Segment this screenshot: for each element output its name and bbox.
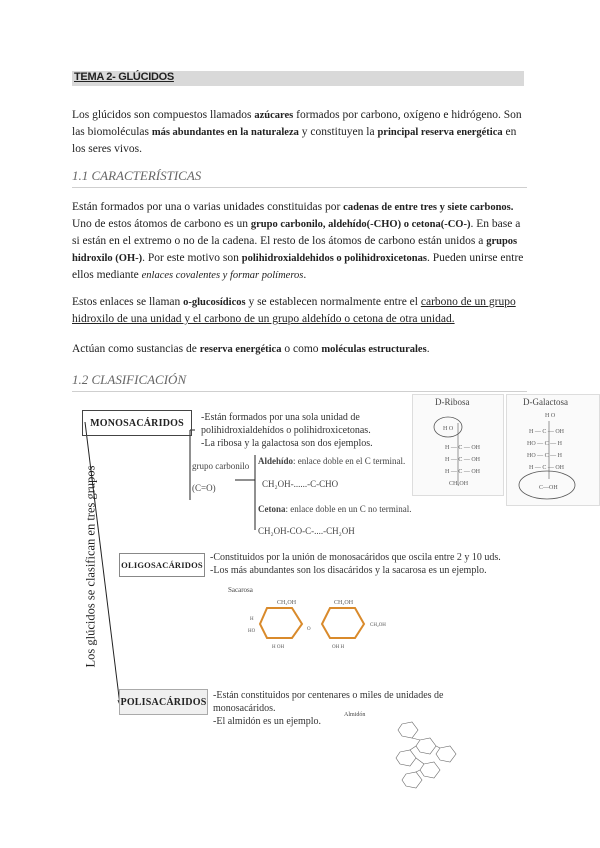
sucrose-label: Sacarosa <box>228 586 253 594</box>
p3-bold-2: moléculas estructurales <box>321 344 427 355</box>
poli-desc-2: monosacáridos. <box>213 703 276 714</box>
p1-italic-1: enlaces covalentes y formar polímeros <box>141 270 304 281</box>
p1-text-3: . En base a si están en el extremo o no de la cadena. El resto de los átomos de carbono están unidos a <box>72 218 521 247</box>
p2-text-1: Estos enlaces se llaman <box>72 296 184 308</box>
vertical-label: Los glúcidos se clasifican en tres grupos <box>83 465 98 668</box>
monosaccharides-box: MONOSACÁRIDOS <box>82 410 192 436</box>
poli-desc-3: -El almidón es un ejemplo. <box>213 716 322 727</box>
mono-description <box>201 411 411 450</box>
starch-label: Almidón <box>344 712 366 718</box>
svg-text:HO: HO <box>248 629 256 634</box>
svg-text:CH₂OH: CH₂OH <box>370 623 386 628</box>
section-heading-characteristics: 1.1 CARACTERÍSTICAS <box>72 168 202 183</box>
intro-bold-3: principal reserva energética <box>377 127 503 138</box>
aldehyde-formula: CH₂OH-......-C-CHO <box>262 479 339 489</box>
svg-text:HO — C — H: HO — C — H <box>527 453 563 459</box>
ketone-line <box>258 504 411 514</box>
carbonyl-group-label: grupo carbonilo <box>192 461 250 471</box>
ketone-formula: CH₂OH-CO-C-....-CH₂OH <box>258 526 355 536</box>
starch-structure-icon <box>340 712 480 794</box>
oligosaccharides-box: OLIGOSACÁRIDOS <box>119 553 205 577</box>
ketone-text: : enlace doble en un C no terminal. <box>285 504 412 514</box>
p1-text-6: . <box>303 269 307 281</box>
polysaccharides-box: POLISACÁRIDOS <box>119 689 208 715</box>
mono-desc-3: -La ribosa y la galactosa son dos ejemplos. <box>201 438 373 449</box>
intro-text-3: y constituyen la <box>298 126 378 138</box>
ribose-image <box>412 394 504 496</box>
svg-text:H O: H O <box>443 426 454 432</box>
p1-bold-3: grupos hidroxilo (OH-) <box>72 236 518 264</box>
p2-underline-1: carbono de un grupo hidroxilo de una unidad y el carbono de un grupo aldehído o cetona de otra unidad. <box>72 296 516 325</box>
galactose-structure-icon <box>507 395 599 505</box>
svg-text:OH H: OH H <box>332 645 345 650</box>
svg-text:H — C — OH: H — C — OH <box>445 445 481 451</box>
carbonyl-formula: (C=O) <box>192 483 216 493</box>
aldehyde-bold: Aldehído <box>258 456 294 466</box>
svg-text:CH₂OH: CH₂OH <box>449 481 469 487</box>
ketone-bold: Cetona <box>258 504 286 514</box>
mono-desc-2: polihidroxialdehídos o polihidroxicetonas. <box>201 425 371 436</box>
svg-text:H — C — OH: H — C — OH <box>529 429 565 435</box>
aldehyde-line <box>258 456 405 466</box>
intro-text-4: en los seres vivos. <box>72 126 517 155</box>
sucrose-image <box>222 586 407 654</box>
starch-image <box>340 712 480 794</box>
intro-bold-1: azúcares <box>254 110 294 121</box>
page-title: TEMA 2- GLÚCIDOS <box>74 71 174 83</box>
galactose-label: D-Galactosa <box>523 397 568 407</box>
p3-text-3: . <box>426 343 430 355</box>
p1-text-1: Están formados por una o varias unidades constituidas por <box>72 201 344 213</box>
p2-bold-1: o-glucosídicos <box>183 297 246 308</box>
oligo-desc-2: -Los más abundantes son los disacáridos y la sacarosa es un ejemplo. <box>210 565 487 576</box>
svg-text:H: H <box>250 617 254 622</box>
mono-desc-1: -Están formados por una sola unidad de <box>201 412 360 423</box>
oligo-desc-1: -Constituidos por la unión de monosacáridos que oscila entre 2 y 10 uds. <box>210 552 501 563</box>
section-heading-classification: 1.2 CLASIFICACIÓN <box>72 372 187 387</box>
sucrose-structure-icon <box>222 586 407 654</box>
svg-text:CH₂OH: CH₂OH <box>334 600 354 606</box>
p3-text-2: o como <box>281 343 322 355</box>
intro-text-2: formados por carbono, oxígeno e hidrógeno. Son las biomoléculas <box>72 109 522 138</box>
p3-bold-1: reserva energética <box>199 344 282 355</box>
ribose-structure-icon <box>413 395 503 495</box>
oligo-description <box>210 551 550 577</box>
p1-text-4: . Por este motivo son <box>142 252 242 264</box>
aldehyde-text: : enlace doble en el C terminal. <box>293 456 406 466</box>
poli-desc-1: -Están constituidos por centenares o miles de unidades de <box>213 690 444 701</box>
svg-text:CH₂OH: CH₂OH <box>277 600 297 606</box>
p3-text-1: Actúan como sustancias de <box>72 343 200 355</box>
ribose-label: D-Ribosa <box>435 397 470 407</box>
p1-text-5: . Pueden unirse entre ellos mediante <box>72 252 524 281</box>
svg-text:H — C — OH: H — C — OH <box>529 465 565 471</box>
svg-text:O: O <box>307 627 311 632</box>
vertical-label-wrap <box>81 440 99 670</box>
svg-text:H — C — OH: H — C — OH <box>445 457 481 463</box>
svg-text:HO — C — H: HO — C — H <box>527 441 563 447</box>
svg-text:H O: H O <box>545 413 556 419</box>
svg-text:H — C — OH: H — C — OH <box>445 469 481 475</box>
galactose-image <box>506 394 600 506</box>
svg-text:H OH: H OH <box>272 645 285 650</box>
svg-text:C—OH: C—OH <box>539 485 558 491</box>
p1-bold-1: cadenas de entre tres y siete carbonos. <box>343 202 514 213</box>
p1-text-2: Uno de estos átomos de carbono es un <box>72 218 251 230</box>
p1-bold-2: grupo carbonilo, aldehído(-CHO) o cetona(-CO-) <box>250 219 471 230</box>
intro-bold-2: más abundantes en la naturaleza <box>151 127 299 138</box>
p1-bold-4: polihidroxialdehidos o polihidroxicetonas <box>241 253 427 264</box>
p2-text-2: y se establecen normalmente entre el <box>245 296 421 308</box>
intro-text-1: Los glúcidos son compuestos llamados <box>72 109 255 121</box>
